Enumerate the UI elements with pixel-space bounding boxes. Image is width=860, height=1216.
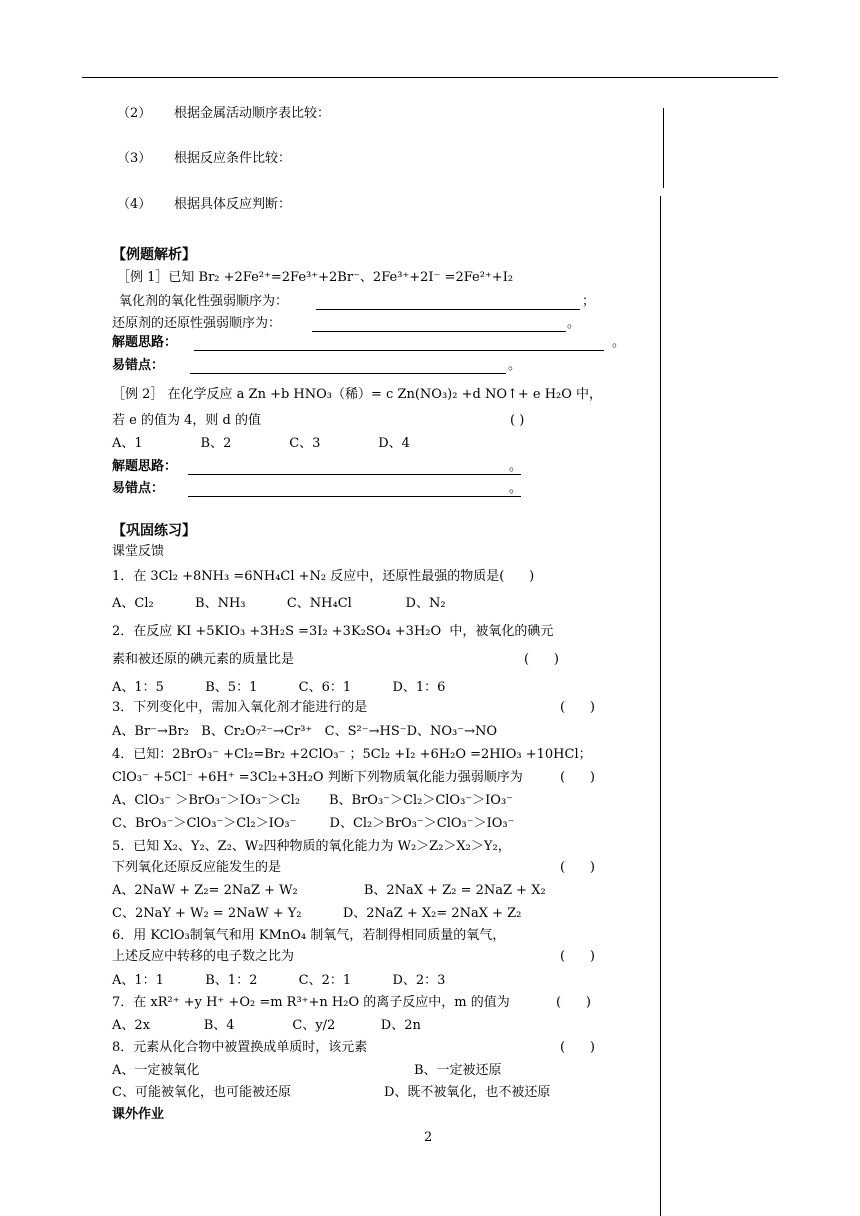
exercise-options: A、1：1 B、1：2 C、2：1 D、2：3 [112, 973, 446, 988]
answer-paren: ( ) [524, 652, 559, 667]
answer-line [188, 481, 521, 497]
answer-line [188, 459, 521, 475]
exercise-options: A、Cl₂ B、NH₃ C、NH₄Cl D、N₂ [112, 596, 446, 611]
exercise-options: A、2x B、4 C、y/2 D、2n [112, 1018, 421, 1033]
answer-paren: ( ) [560, 770, 595, 785]
exercise-options: A、2NaW + Z₂= 2NaZ + W₂ B、2NaX + Z₂ = 2NaZ + X₂ [112, 883, 546, 898]
exercise-options: D、既不被氧化，也不被还原 [384, 1085, 551, 1100]
exercise-options: C、2NaY + W₂ = 2NaW + Y₂ D、2NaZ + X₂= 2NaX + Z₂ [112, 906, 522, 921]
exercise-line: 2．在反应 KI +5KIO₃ +3H₂S =3I₂ +3K₂SO₄ +3H₂O 中，被氧化的碘元 [112, 624, 554, 639]
punctuation: ； [582, 294, 596, 309]
exercise-line: 7．在 xR²⁺ +y H⁺ +O₂ =m R³⁺+n H₂O 的离子反应中，m 的值为 [112, 995, 510, 1010]
idea-label: 解题思路： [112, 335, 178, 350]
answer-paren: ( ) [560, 860, 595, 875]
exercise-options: A、Br⁻→Br₂ B、Cr₂O₇²⁻→Cr³⁺ C、S²⁻→HS⁻D、NO₃⁻→NO [112, 724, 498, 739]
pitfall-label: 易错点： [112, 481, 165, 496]
exercise-line: 8．元素从化合物中被置换成单质时，该元素 [112, 1040, 368, 1055]
exercise-options: B、一定被还原 [414, 1063, 502, 1078]
exercise-line: 5．已知 X₂、Y₂、Z₂、W₂四种物质的氧化能力为 W₂＞Z₂＞X₂＞Y₂， [112, 839, 511, 854]
margin-line [663, 108, 664, 188]
punctuation: 。 [567, 316, 581, 331]
answer-paren: ( ) [510, 413, 525, 428]
answer-paren: ( ) [560, 949, 595, 964]
exercise-options: C、可能被氧化，也可能被还原 [112, 1085, 291, 1100]
page-number: 2 [424, 1130, 433, 1145]
answer-options: A、1 B、2 C、3 D、4 [112, 436, 410, 451]
exercise-options: A、ClO₃⁻ ＞BrO₃⁻＞IO₃⁻＞Cl₂ B、BrO₃⁻＞Cl₂＞ClO₃⁻＞IO₃⁻ [112, 793, 514, 808]
exercise-options: A、一定被氧化 [112, 1063, 200, 1078]
idea-label: 解题思路： [112, 459, 178, 474]
punctuation: 。 [509, 481, 523, 496]
item-number: （4） [117, 197, 152, 212]
margin-line [660, 196, 661, 1216]
exercise-line: 3．下列变化中，需加入氧化剂才能进行的是 [112, 700, 368, 715]
exercise-line: 下列氧化还原反应能发生的是 [112, 860, 282, 875]
item-number: （3） [117, 151, 152, 166]
header-rule [82, 77, 778, 78]
exercise-line: ClO₃⁻ +5Cl⁻ +6H⁺ =3Cl₂+3H₂O 判断下列物质氧化能力强弱顺序为 [112, 770, 523, 785]
punctuation: 。 [509, 459, 523, 474]
answer-line [190, 358, 506, 374]
punctuation: 。 [508, 358, 522, 373]
example-question: ［例 2］ 在化学反应 a Zn +b HNO₃（稀）= c Zn(NO₃)₂ +d NO↑+ e H₂O 中， [112, 387, 603, 402]
item-text: 根据具体反应判断： [174, 197, 292, 212]
subsection-label: 课堂反馈 [112, 544, 165, 559]
exercise-line: 1．在 3Cl₂ +8NH₃ =6NH₄Cl +N₂ 反应中，还原性最强的物质是( ) [112, 569, 535, 584]
section-heading: 【巩固练习】 [112, 523, 196, 539]
answer-label: 氧化剂的氧化性强弱顺序为： [119, 294, 289, 309]
example-question: ［例 1］已知 Br₂ +2Fe²⁺=2Fe³⁺+2Br⁻、2Fe³⁺+2I⁻ =2Fe²⁺+I₂ [117, 270, 514, 285]
example-question: 若 e 的值为 4，则 d 的值 [112, 413, 261, 428]
homework-label: 课外作业 [112, 1107, 165, 1122]
exercise-line: 4．已知：2BrO₃⁻ +Cl₂=Br₂ +2ClO₃⁻ ；5Cl₂ +I₂ +6H₂O =2HIO₃ +10HCl； [112, 747, 592, 762]
exercise-line: 素和被还原的碘元素的质量比是 [112, 652, 295, 667]
exercise-line: 6．用 KClO₃制氧气和用 KMnO₄ 制氧气，若制得相同质量的氧气， [112, 928, 506, 943]
answer-paren: ( ) [556, 995, 591, 1010]
answer-paren: ( ) [560, 1040, 595, 1055]
answer-line [312, 316, 566, 332]
section-heading: 【例题解析】 [112, 247, 196, 263]
item-text: 根据金属活动顺序表比较： [174, 106, 331, 121]
exercise-options: A、1：5 B、5：1 C、6：1 D、1：6 [112, 680, 446, 695]
answer-label: 还原剂的还原性强弱顺序为： [112, 316, 282, 331]
answer-line [316, 294, 580, 310]
answer-line [194, 335, 604, 351]
item-text: 根据反应条件比较： [174, 151, 292, 166]
answer-paren: ( ) [560, 700, 595, 715]
exercise-line: 上述反应中转移的电子数之比为 [112, 949, 295, 964]
pitfall-label: 易错点： [112, 358, 165, 373]
item-number: （2） [117, 106, 152, 121]
punctuation: 。 [612, 335, 626, 350]
exercise-options: C、BrO₃⁻＞ClO₃⁻＞Cl₂＞IO₃⁻ D、Cl₂＞BrO₃⁻＞ClO₃⁻＞IO₃⁻ [112, 816, 515, 831]
